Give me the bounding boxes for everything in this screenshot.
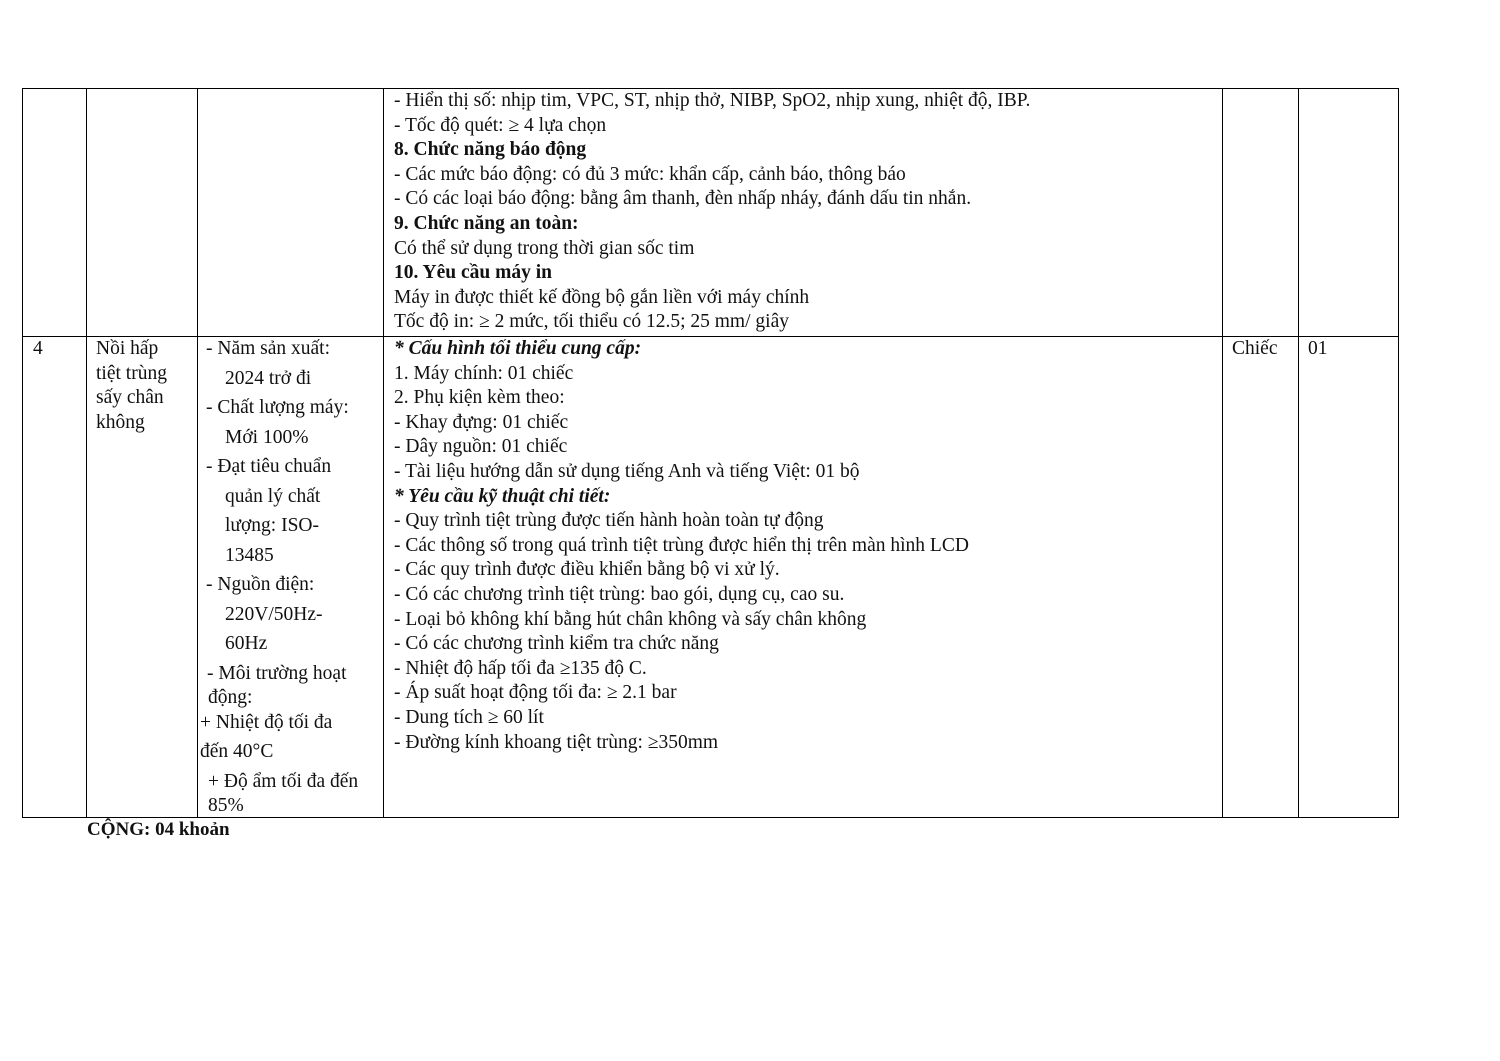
requirement-line: Mới 100% (225, 426, 309, 448)
row4-stt: 4 (33, 338, 43, 359)
spec-line: - Quy trình tiệt trùng được tiến hành hoàn toàn tự động (394, 510, 824, 532)
requirement-line: đến 40°C (200, 741, 274, 762)
spec-line: - Có các chương trình tiệt trùng: bao gói, dụng cụ, cao su. (394, 583, 845, 605)
requirement-line: lượng: ISO- (225, 515, 320, 536)
total-line: CỘNG: 04 khoản (87, 819, 230, 840)
spec-line: Máy in được thiết kế đồng bộ gắn liền với máy chính (394, 286, 810, 308)
requirement-line: 85% (208, 795, 244, 816)
spec-line: - Nhiệt độ hấp tối đa ≥135 độ C. (394, 657, 647, 679)
device-name-line: không (96, 411, 145, 433)
requirement-line: - Môi trường hoạt (207, 662, 347, 684)
requirement-line: - Năm sản xuất: (206, 338, 331, 359)
requirement-line: quản lý chất (225, 485, 321, 507)
device-name-line: tiệt trùng (96, 362, 167, 384)
requirement-line: 13485 (225, 544, 274, 566)
spec-line: * Cấu hình tối thiểu cung cấp: (394, 338, 642, 359)
row3-spec-cell (394, 89, 1030, 335)
spec-line: - Các mức báo động: có đủ 3 mức: khẩn cấp, cảnh báo, thông báo (394, 163, 906, 185)
spec-line: - Tốc độ quét: ≥ 4 lựa chọn (394, 114, 607, 136)
requirement-line: 2024 trở đi (225, 367, 312, 389)
spec-line: 2. Phụ kiện kèm theo: (394, 387, 565, 409)
spec-line: Có thể sử dụng trong thời gian sốc tim (394, 237, 695, 259)
device-name-line: Nồi hấp (96, 338, 159, 359)
row4-device-name (96, 337, 167, 435)
spec-line: 10. Yêu cầu máy in (394, 262, 552, 284)
requirement-line: 220V/50Hz- (225, 603, 323, 625)
requirement-line: + Nhiệt độ tối đa (200, 711, 333, 733)
spec-line: - Dung tích ≥ 60 lít (394, 706, 544, 728)
spec-line: Tốc độ in: ≥ 2 mức, tối thiểu có 12.5; 25 mm/ giây (394, 311, 789, 333)
spec-line: * Yêu cầu kỹ thuật chi tiết: (394, 485, 611, 507)
requirement-line: + Độ ẩm tối đa đến (208, 770, 359, 792)
requirement-line: 60Hz (225, 633, 268, 654)
spec-line: - Áp suất hoạt động tối đa: ≥ 2.1 bar (394, 682, 677, 704)
spec-line: - Khay đựng: 01 chiếc (394, 411, 569, 433)
spec-line: - Loại bỏ không khí bằng hút chân không và sấy chân không (394, 608, 867, 630)
row4-qty: 01 (1308, 338, 1328, 359)
device-name-line: sấy chân (96, 387, 164, 409)
spec-line: - Dây nguồn: 01 chiếc (394, 436, 568, 458)
spec-line: - Tài liệu hướng dẫn sử dụng tiếng Anh và tiếng Việt: 01 bộ (394, 460, 860, 482)
spec-line: - Các quy trình được điều khiển bằng bộ vi xử lý. (394, 559, 780, 581)
spec-line: 1. Máy chính: 01 chiếc (394, 362, 574, 384)
spec-line: - Có các chương trình kiểm tra chức năng (394, 633, 719, 655)
spec-line: - Đường kính khoang tiệt trùng: ≥350mm (394, 731, 719, 753)
requirement-line: động: (208, 687, 253, 708)
requirement-line: - Nguồn điện: (206, 574, 315, 595)
requirement-line: - Đạt tiêu chuẩn (206, 456, 332, 477)
spec-line: - Có các loại báo động: bằng âm thanh, đèn nhấp nháy, đánh dấu tin nhắn. (394, 188, 972, 210)
spec-line: - Hiển thị số: nhịp tim, VPC, ST, nhịp thở, NIBP, SpO2, nhịp xung, nhiệt độ, IBP. (394, 90, 1031, 111)
row4-general-requirements (200, 337, 382, 815)
spec-line: 9. Chức năng an toàn: (394, 212, 579, 234)
row4-unit: Chiếc (1232, 338, 1278, 359)
row4-spec-cell (394, 337, 969, 755)
spec-line: - Các thông số trong quá trình tiệt trùng được hiển thị trên màn hình LCD (394, 534, 969, 556)
requirement-line: - Chất lượng máy: (206, 397, 349, 418)
spec-line: 8. Chức năng báo động (394, 139, 587, 161)
